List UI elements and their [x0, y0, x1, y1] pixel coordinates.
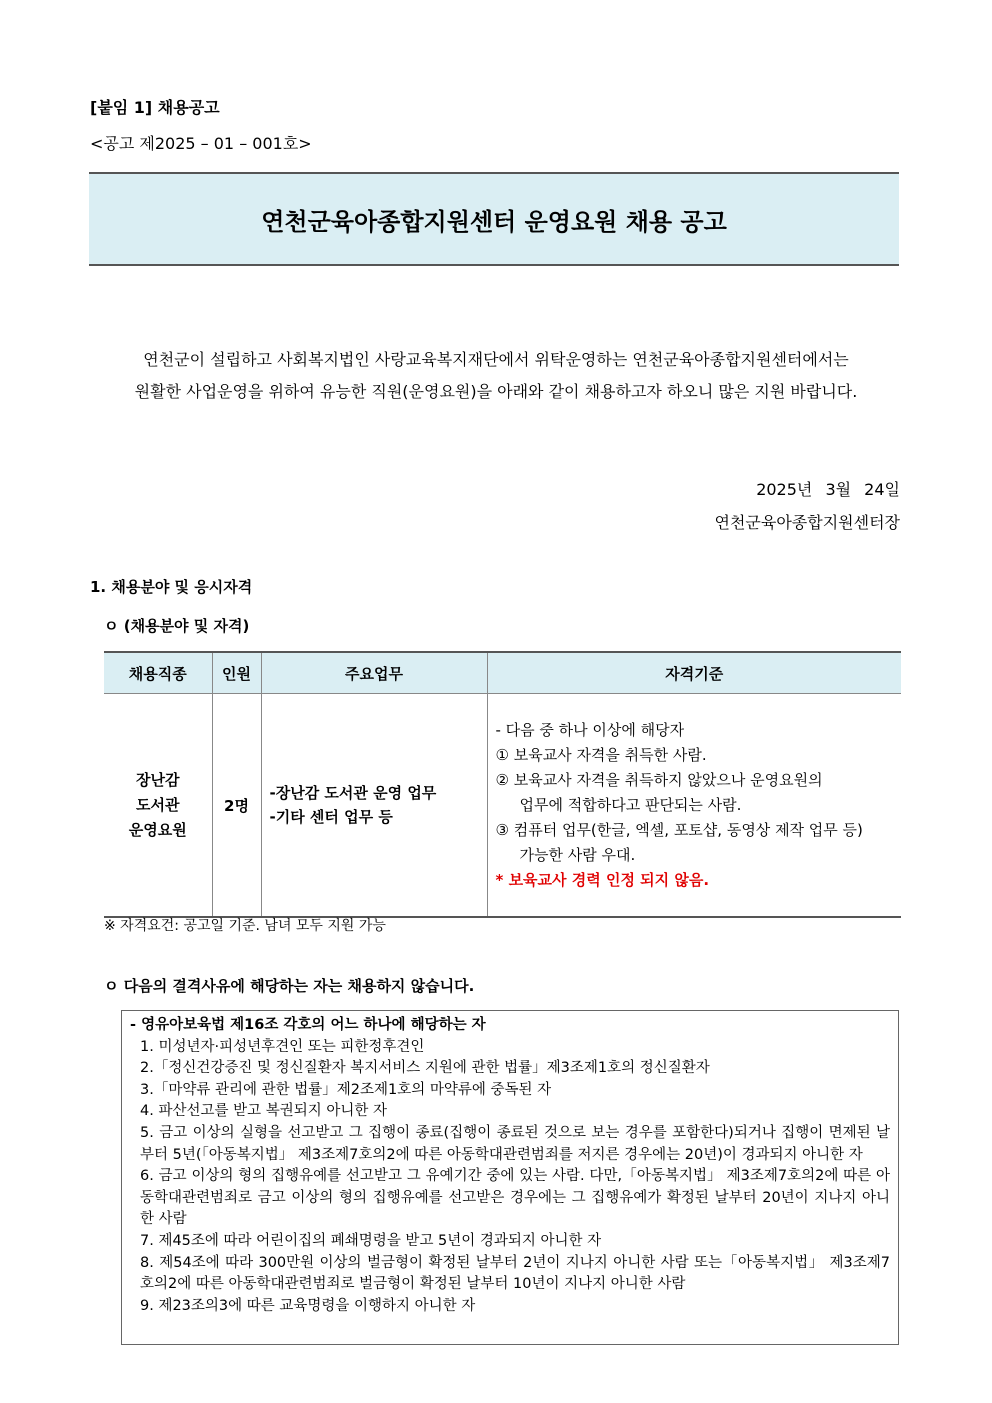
list-item: 1. 미성년자·피성년후견인 또는 피한정후견인 [140, 1038, 425, 1055]
qualification-line: 업무에 적합하다고 판단되는 사람. [519, 795, 742, 814]
qualification-line: - 다음 중 하나 이상에 해당자 [495, 720, 685, 739]
list-item: 9. 제23조의3에 따른 교육명령을 이행하지 아니한 자 [140, 1297, 476, 1314]
eligibility-note: ※ 자격요건: 공고일 기준. 남녀 모두 지원 가능 [104, 918, 386, 934]
header-duties: 주요업무 [261, 652, 487, 694]
list-item: 5. 금고 이상의 실형을 선고받고 그 집행이 종료(집행이 종료된 것으로 보는 경우를 포함한다)되거나 집행이 면제된 날부터 5년(「아동복지법」 제3조제7호의2에 따른 아동학대관련범죄를 저지른 경우에는 20년)이 경과되지 아니한 자 [140, 1124, 890, 1163]
career-warning: * 보육교사 경력 인정 되지 않음. [495, 870, 710, 889]
table-header-row [104, 652, 901, 694]
list-item: 2.「정신건강증진 및 정신질환자 복지서비스 지원에 관한 법률」제3조제1호의 정신질환자 [140, 1060, 710, 1077]
notice-date: 2025년 3월 24일 [756, 480, 900, 499]
recruitment-table [104, 651, 901, 918]
list-item: 4. 파산선고를 받고 복권되지 아니한 자 [140, 1103, 387, 1120]
job-line: 도서관 [136, 795, 180, 814]
header-count: 인원 [212, 652, 261, 694]
duty-line: -기타 센터 업무 등 [269, 808, 393, 826]
list-item: 8. 제54조에 따라 300만원 이상의 벌금형이 확정된 날부터 2년이 지나지 아니한 사람 또는「아동복지법」 제3조제7호의2에 따른 아동학대관련범죄로 벌금형이 확정된 날부터 10년이 지나지 아니한 사람 [140, 1254, 890, 1293]
table-row [104, 694, 901, 918]
list-item: 3.「마약류 관리에 관한 법률」제2조제1호의 마약류에 중독된 자 [140, 1081, 552, 1098]
intro-line-1: 연천군이 설립하고 사회복지법인 사랑교육복지재단에서 위탁운영하는 연천군육아종합지원센터에서는 [143, 350, 849, 369]
disqualification-title: - 영유아보육법 제16조 각호의 어느 하나에 해당하는 자 [130, 1017, 486, 1033]
disqualification-box [121, 1010, 899, 1345]
attachment-label: [붙임 1] 채용공고 [90, 98, 220, 117]
section-1-subtitle: ㅇ (채용분야 및 자격) [104, 617, 250, 635]
duties-cell [261, 694, 487, 918]
qualification-line: 가능한 사람 우대. [519, 845, 636, 864]
job-line: 운영요원 [128, 820, 187, 839]
qualification-line: ② 보육교사 자격을 취득하지 않았으나 운영요원의 [495, 770, 823, 789]
qualification-line: ③ 컴퓨터 업무(한글, 엑셀, 포토샵, 동영상 제작 업무 등) [495, 820, 863, 839]
job-line: 장난감 [136, 770, 180, 789]
job-cell [104, 694, 212, 918]
section-2-subtitle: ㅇ 다음의 결격사유에 해당하는 자는 채용하지 않습니다. [104, 977, 475, 995]
signer: 연천군육아종합지원센터장 [714, 513, 900, 532]
qualification-line: ① 보육교사 자격을 취득한 사람. [495, 745, 707, 764]
page-title: 연천군육아종합지원센터 운영요원 채용 공고 [89, 172, 899, 266]
intro-line-2: 원활한 사업운영을 위하여 유능한 직원(운영요원)을 아래와 같이 채용하고자 하오니 많은 지원 바랍니다. [134, 382, 858, 401]
list-item: 7. 제45조에 따라 어린이집의 폐쇄명령을 받고 5년이 경과되지 아니한 자 [140, 1232, 602, 1249]
count-cell: 2명 [212, 694, 261, 918]
list-item: 6. 금고 이상의 형의 집행유예를 선고받고 그 유예기간 중에 있는 사람. 다만,「아동복지법」 제3조제7호의2에 따른 아동학대관련범죄로 금고 이상의 형의 집행유예를 선고받은 경우에는 그 집행유예가 확정된 날부터 20년이 지나지 아니한 사람 [140, 1168, 890, 1228]
duty-line: -장난감 도서관 운영 업무 [269, 784, 437, 802]
section-1-title: 1. 채용분야 및 응시자격 [90, 578, 253, 596]
qualifications-cell [487, 694, 901, 918]
header-qualifications: 자격기준 [487, 652, 901, 694]
notice-number: <공고 제2025 – 01 – 001호> [90, 134, 312, 153]
header-job: 채용직종 [104, 652, 212, 694]
